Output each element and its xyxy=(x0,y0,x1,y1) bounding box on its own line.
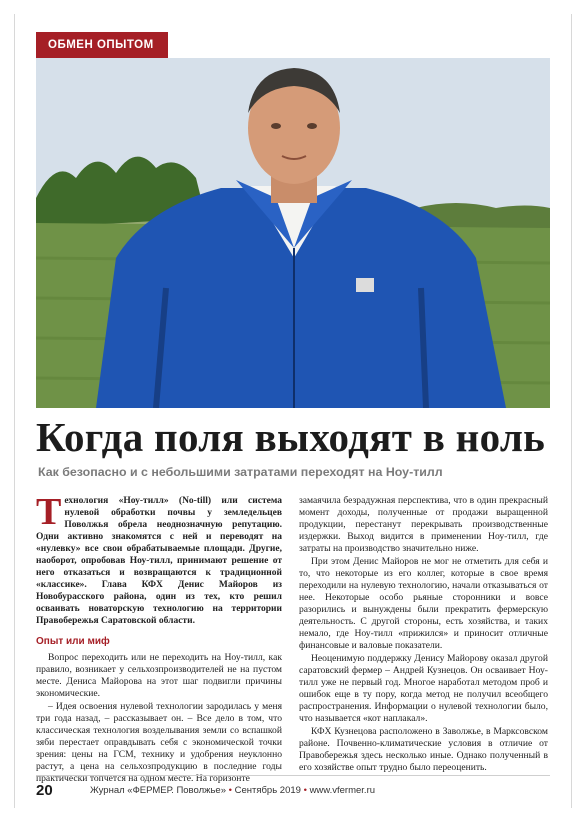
body-paragraph: – Идея освоения нулевой технологии зародилась у меня три года назад, – рассказывает он. – Все дело в том, что классическая технология возделывания земли со вспашкой зяби перестает оправдывать себя с экономической точки зрения: цены на ГСМ, технику и удобрения неуклонно растут, а цена на сельхозпродукцию в последние годы практически топчется на одном месте. На горизонте xyxy=(36,701,282,784)
drop-cap: Т xyxy=(36,491,62,533)
body-paragraph: Неоценимую поддержку Денису Майорову оказал другой саратовский фермер – Андрей Кузнецов. Он осваивает Ноу-тилл уже не первый год. Многое наработал методом проб и ошибок еще в ту пору, когда метод не получил всеобщего распространения. Информации о нулевой технологии было, что называется «кот наплакал». xyxy=(299,653,548,724)
right-column xyxy=(299,495,548,775)
footer-info xyxy=(90,785,375,796)
left-column xyxy=(36,491,282,786)
article-photo xyxy=(36,58,550,408)
body-paragraph: При этом Денис Майоров не мог не отметить для себя и то, что некоторые из его коллег, которые в свое время переходили на нулевую технологию, начали отказываться от нее. Некоторые особо рьяные сторонники и вовсе разорились и вынуждены были прекратить фермерскую деятельность. С другой стороны, есть хозяйства, и таких немало, где Ноу-тилл «прижился» и приносит отличные финансовые и валовые показатели. xyxy=(299,556,548,651)
lead-text: ехнология «Ноу-тилл» (No-till) или система нулевой обработки почвы у земледельцев Поволжья обрела неоднозначную репутацию. Одни активно знакомятся с ней и переводят на «нулевку» все свои обрабатываемые площади. Другие, наоборот, опробовав Ноу-тилл, принимают решение от него отказаться и возвращаются к традиционной «классике». Глава КФХ Денис Майоров из Новобурасского района, один из тех, кто решил осваивать новаторскую технологию на территории Правобережья Саратовской области. xyxy=(36,496,282,626)
body-paragraph: Вопрос переходить или не переходить на Ноу-тилл, как правило, возникает у сельхозпроизводителей не на пустом месте. Дениса Майорова на этот шаг подвигли причины экономические. xyxy=(36,652,282,699)
footer-divider xyxy=(36,775,550,776)
footer-issue: Сентябрь 2019 xyxy=(234,785,301,796)
footer-journal: Журнал «ФЕРМЕР. Поволжье» xyxy=(90,785,226,796)
lead-paragraph xyxy=(36,491,282,627)
footer-separator: • xyxy=(228,785,232,796)
section-subhead: Опыт или миф xyxy=(36,636,110,647)
footer-separator: • xyxy=(303,785,307,796)
footer-site[interactable]: www.vfermer.ru xyxy=(309,785,376,796)
body-paragraph: замаячила безрадужная перспектива, что в один прекрасный момент доходы, полученные от продажи выращенной продукции, перестанут перекрывать производственные издержки. Выход видится в применении Ноу-тилл, где затраты на производство значительно ниже. xyxy=(299,495,548,554)
article-subtitle: Как безопасно и с небольшими затратами переходят на Ноу-тилл xyxy=(38,465,443,479)
body-paragraph: КФХ Кузнецова расположено в Заволжье, в Марксовском районе. Почвенно-климатические условия в отличие от Правобережья здесь несколько иные. Однако полученный в его хозяйстве опыт трудно было переоценить. xyxy=(299,726,548,773)
page-number: 20 xyxy=(36,782,53,799)
section-tab: ОБМЕН ОПЫТОМ xyxy=(36,32,168,58)
article-title: Когда поля выходят в ноль xyxy=(36,414,546,460)
